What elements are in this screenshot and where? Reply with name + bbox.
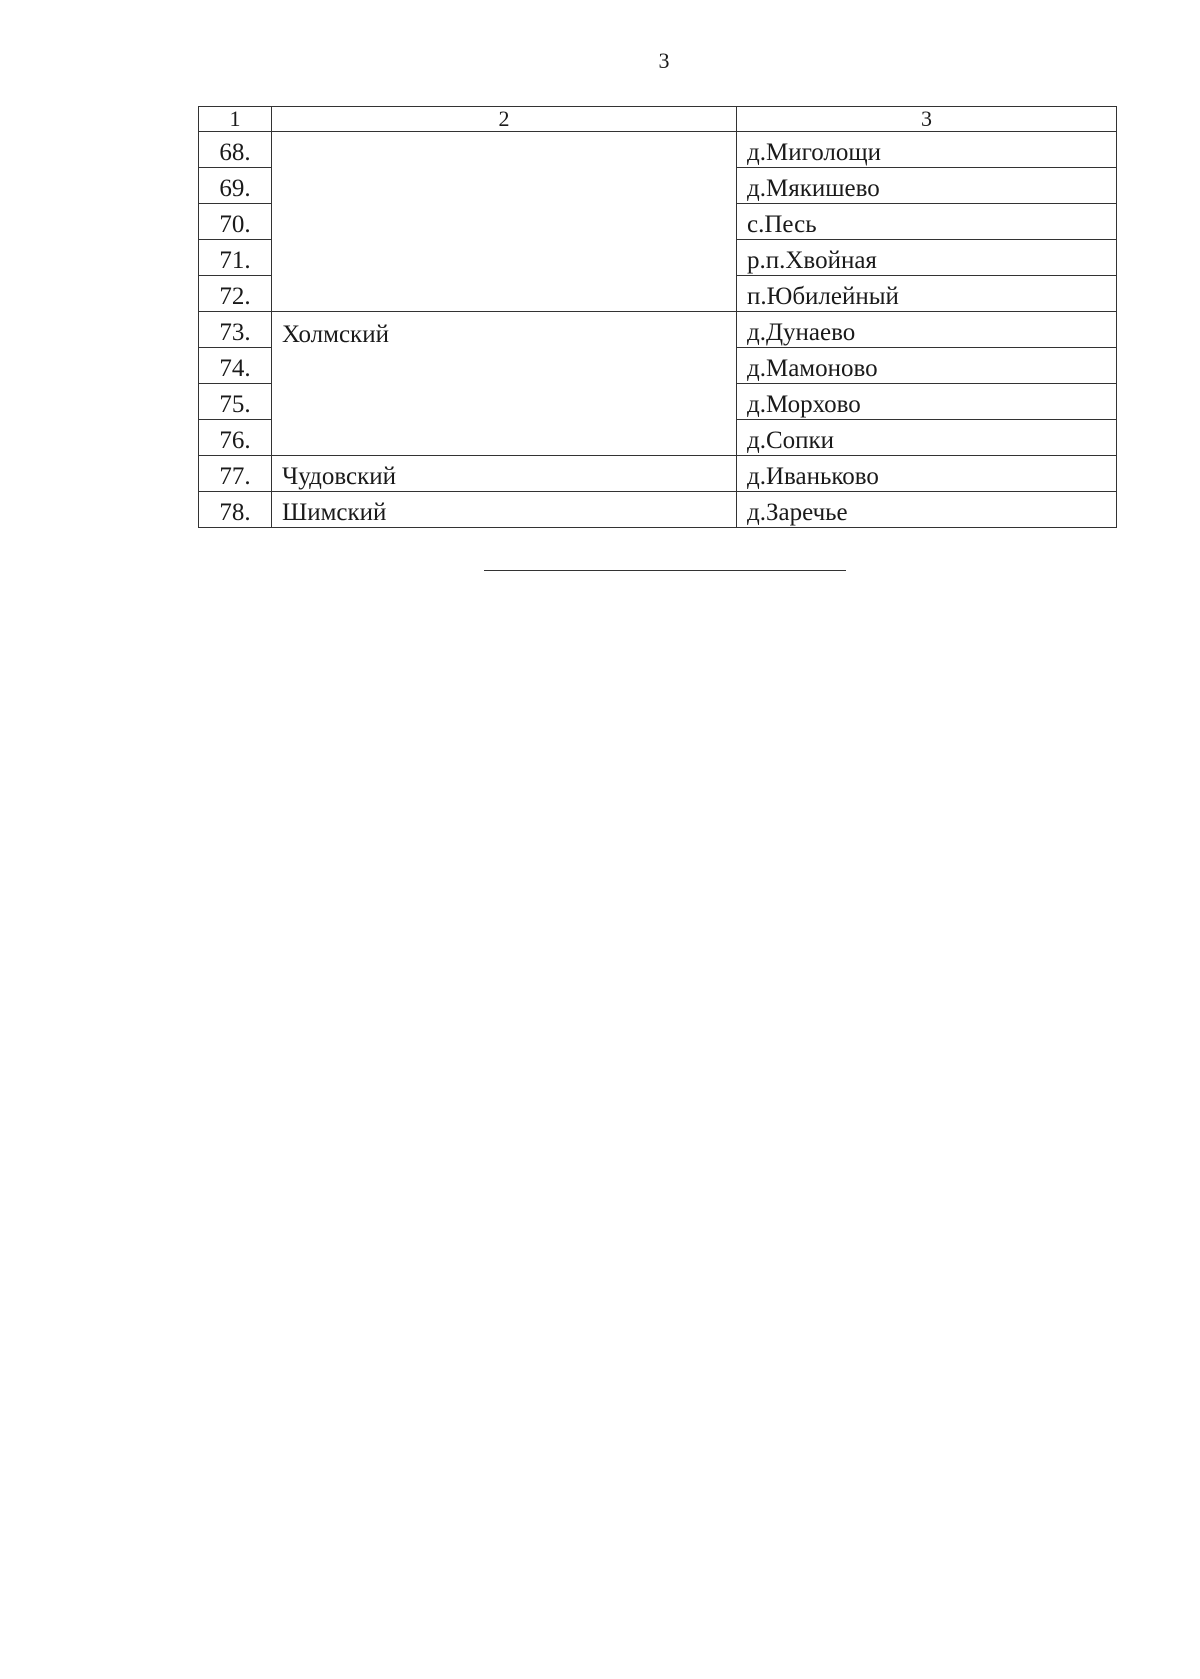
row-number: 74. (199, 348, 272, 384)
settlement-cell: д.Заречье (737, 492, 1117, 528)
table-row (199, 456, 1117, 492)
settlement-cell: д.Мякишево (737, 168, 1117, 204)
row-number: 75. (199, 384, 272, 420)
district-cell: Холмский (272, 312, 737, 456)
row-number: 73. (199, 312, 272, 348)
settlements-table (198, 106, 1117, 528)
settlement-cell: д.Иваньково (737, 456, 1117, 492)
settlement-cell: д.Мамоново (737, 348, 1117, 384)
settlement-cell: д.Дунаево (737, 312, 1117, 348)
settlement-cell: с.Песь (737, 204, 1117, 240)
settlement-cell: д.Сопки (737, 420, 1117, 456)
table-row (199, 132, 1117, 168)
column-header: 2 (272, 107, 737, 132)
row-number: 70. (199, 204, 272, 240)
district-cell: Чудовский (272, 456, 737, 492)
settlement-cell: д.Морхово (737, 384, 1117, 420)
table-row (199, 312, 1117, 348)
column-header: 3 (737, 107, 1117, 132)
row-number: 72. (199, 276, 272, 312)
settlement-cell: р.п.Хвойная (737, 240, 1117, 276)
row-number: 68. (199, 132, 272, 168)
end-of-document-rule (484, 570, 846, 571)
column-header: 1 (199, 107, 272, 132)
row-number: 69. (199, 168, 272, 204)
row-number: 78. (199, 492, 272, 528)
settlement-cell: п.Юбилейный (737, 276, 1117, 312)
page-number: 3 (658, 48, 670, 73)
district-cell (272, 132, 737, 312)
table-row (199, 492, 1117, 528)
row-number: 71. (199, 240, 272, 276)
row-number: 77. (199, 456, 272, 492)
settlement-cell: д.Миголощи (737, 132, 1117, 168)
table-header-row (199, 107, 1117, 132)
district-cell: Шимский (272, 492, 737, 528)
row-number: 76. (199, 420, 272, 456)
